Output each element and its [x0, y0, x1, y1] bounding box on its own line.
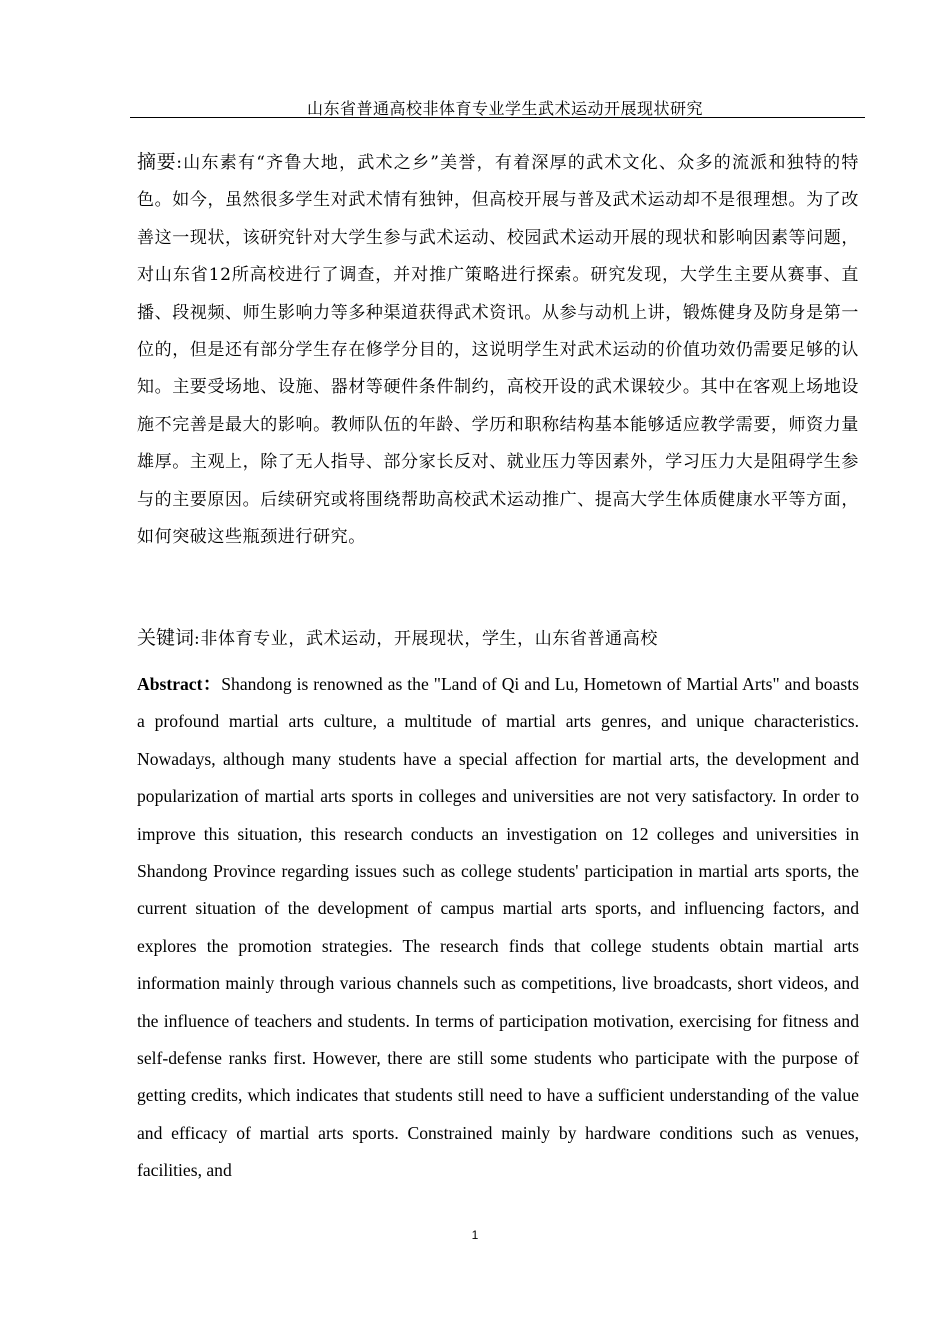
- page-number: 1: [471, 1228, 479, 1242]
- chinese-abstract-label: 摘要: [137, 151, 177, 173]
- chinese-abstract-separator: :: [176, 153, 183, 173]
- chinese-keywords-label: 关键词: [137, 627, 195, 649]
- chinese-abstract: [137, 144, 859, 556]
- chinese-keywords-separator: :: [194, 629, 201, 649]
- running-header-title: 山东省普通高校非体育专业学生武术运动开展现状研究: [306, 99, 703, 118]
- header-divider: [130, 117, 865, 118]
- english-abstract-label: Abstract：: [137, 674, 222, 694]
- english-abstract-text: Shandong is renowned as the "Land of Qi and Lu, Hometown of Martial Arts" and boasts a profound martial arts culture, a multitude of martial arts genres, and unique characteristics. Nowadays, although many students have a special affection for martial arts, the development and popularization of martial arts sports in colleges and universities are not very satisfactory. In order to improve this situation, this research conducts an investigation on 12 colleges and universities in Shandong Province regarding issues such as college students' participation in martial arts sports, the current situation of the development of campus martial arts sports, and influencing factors, and explores the promotion strategies. The research finds that college students obtain martial arts information mainly through various channels such as competitions, live broadcasts, short videos, and the influence of teachers and students. In terms of participation motivation, exercising for fitness and self-defense ranks first. However, there are still some students who participate with the purpose of getting credits, which indicates that students still need to have a sufficient understanding of the value and efficacy of martial arts sports. Constrained mainly by hardware conditions such as venues, facilities, and: [137, 674, 859, 1181]
- chinese-keywords-text: 非体育专业，武术运动，开展现状，学生，山东省普通高校: [200, 629, 658, 649]
- chinese-keywords: [137, 620, 859, 658]
- chinese-abstract-text: 山东素有“齐鲁大地，武术之乡”美誉，有着深厚的武术文化、众多的流派和独特的特色。如今，虽然很多学生对武术情有独钟，但高校开展与普及武术运动却不是很理想。为了改善这一现状，该研究针对大学生参与武术运动、校园武术运动开展的现状和影响因素等问题，对山东省12所高校进行了调查，并对推广策略进行探索。研究发现，大学生主要从赛事、直播、段视频、师生影响力等多种渠道获得武术资讯。从参与动机上讲，锻炼健身及防身是第一位的，但是还有部分学生存在修学分目的，这说明学生对武术运动的价值功效仍需要足够的认知。主要受场地、设施、器材等硬件条件制约，高校开设的武术课较少。其中在客观上场地设施不完善是最大的影响。教师队伍的年龄、学历和职称结构基本能够适应教学需要，师资力量雄厚。主观上，除了无人指导、部分家长反对、就业压力等因素外，学习压力大是阻碍学生参与的主要原因。后续研究或将围绕帮助高校武术运动推广、提高大学生体质健康水平等方面，如何突破这些瓶颈进行研究。: [137, 153, 859, 548]
- english-abstract: [137, 666, 859, 1190]
